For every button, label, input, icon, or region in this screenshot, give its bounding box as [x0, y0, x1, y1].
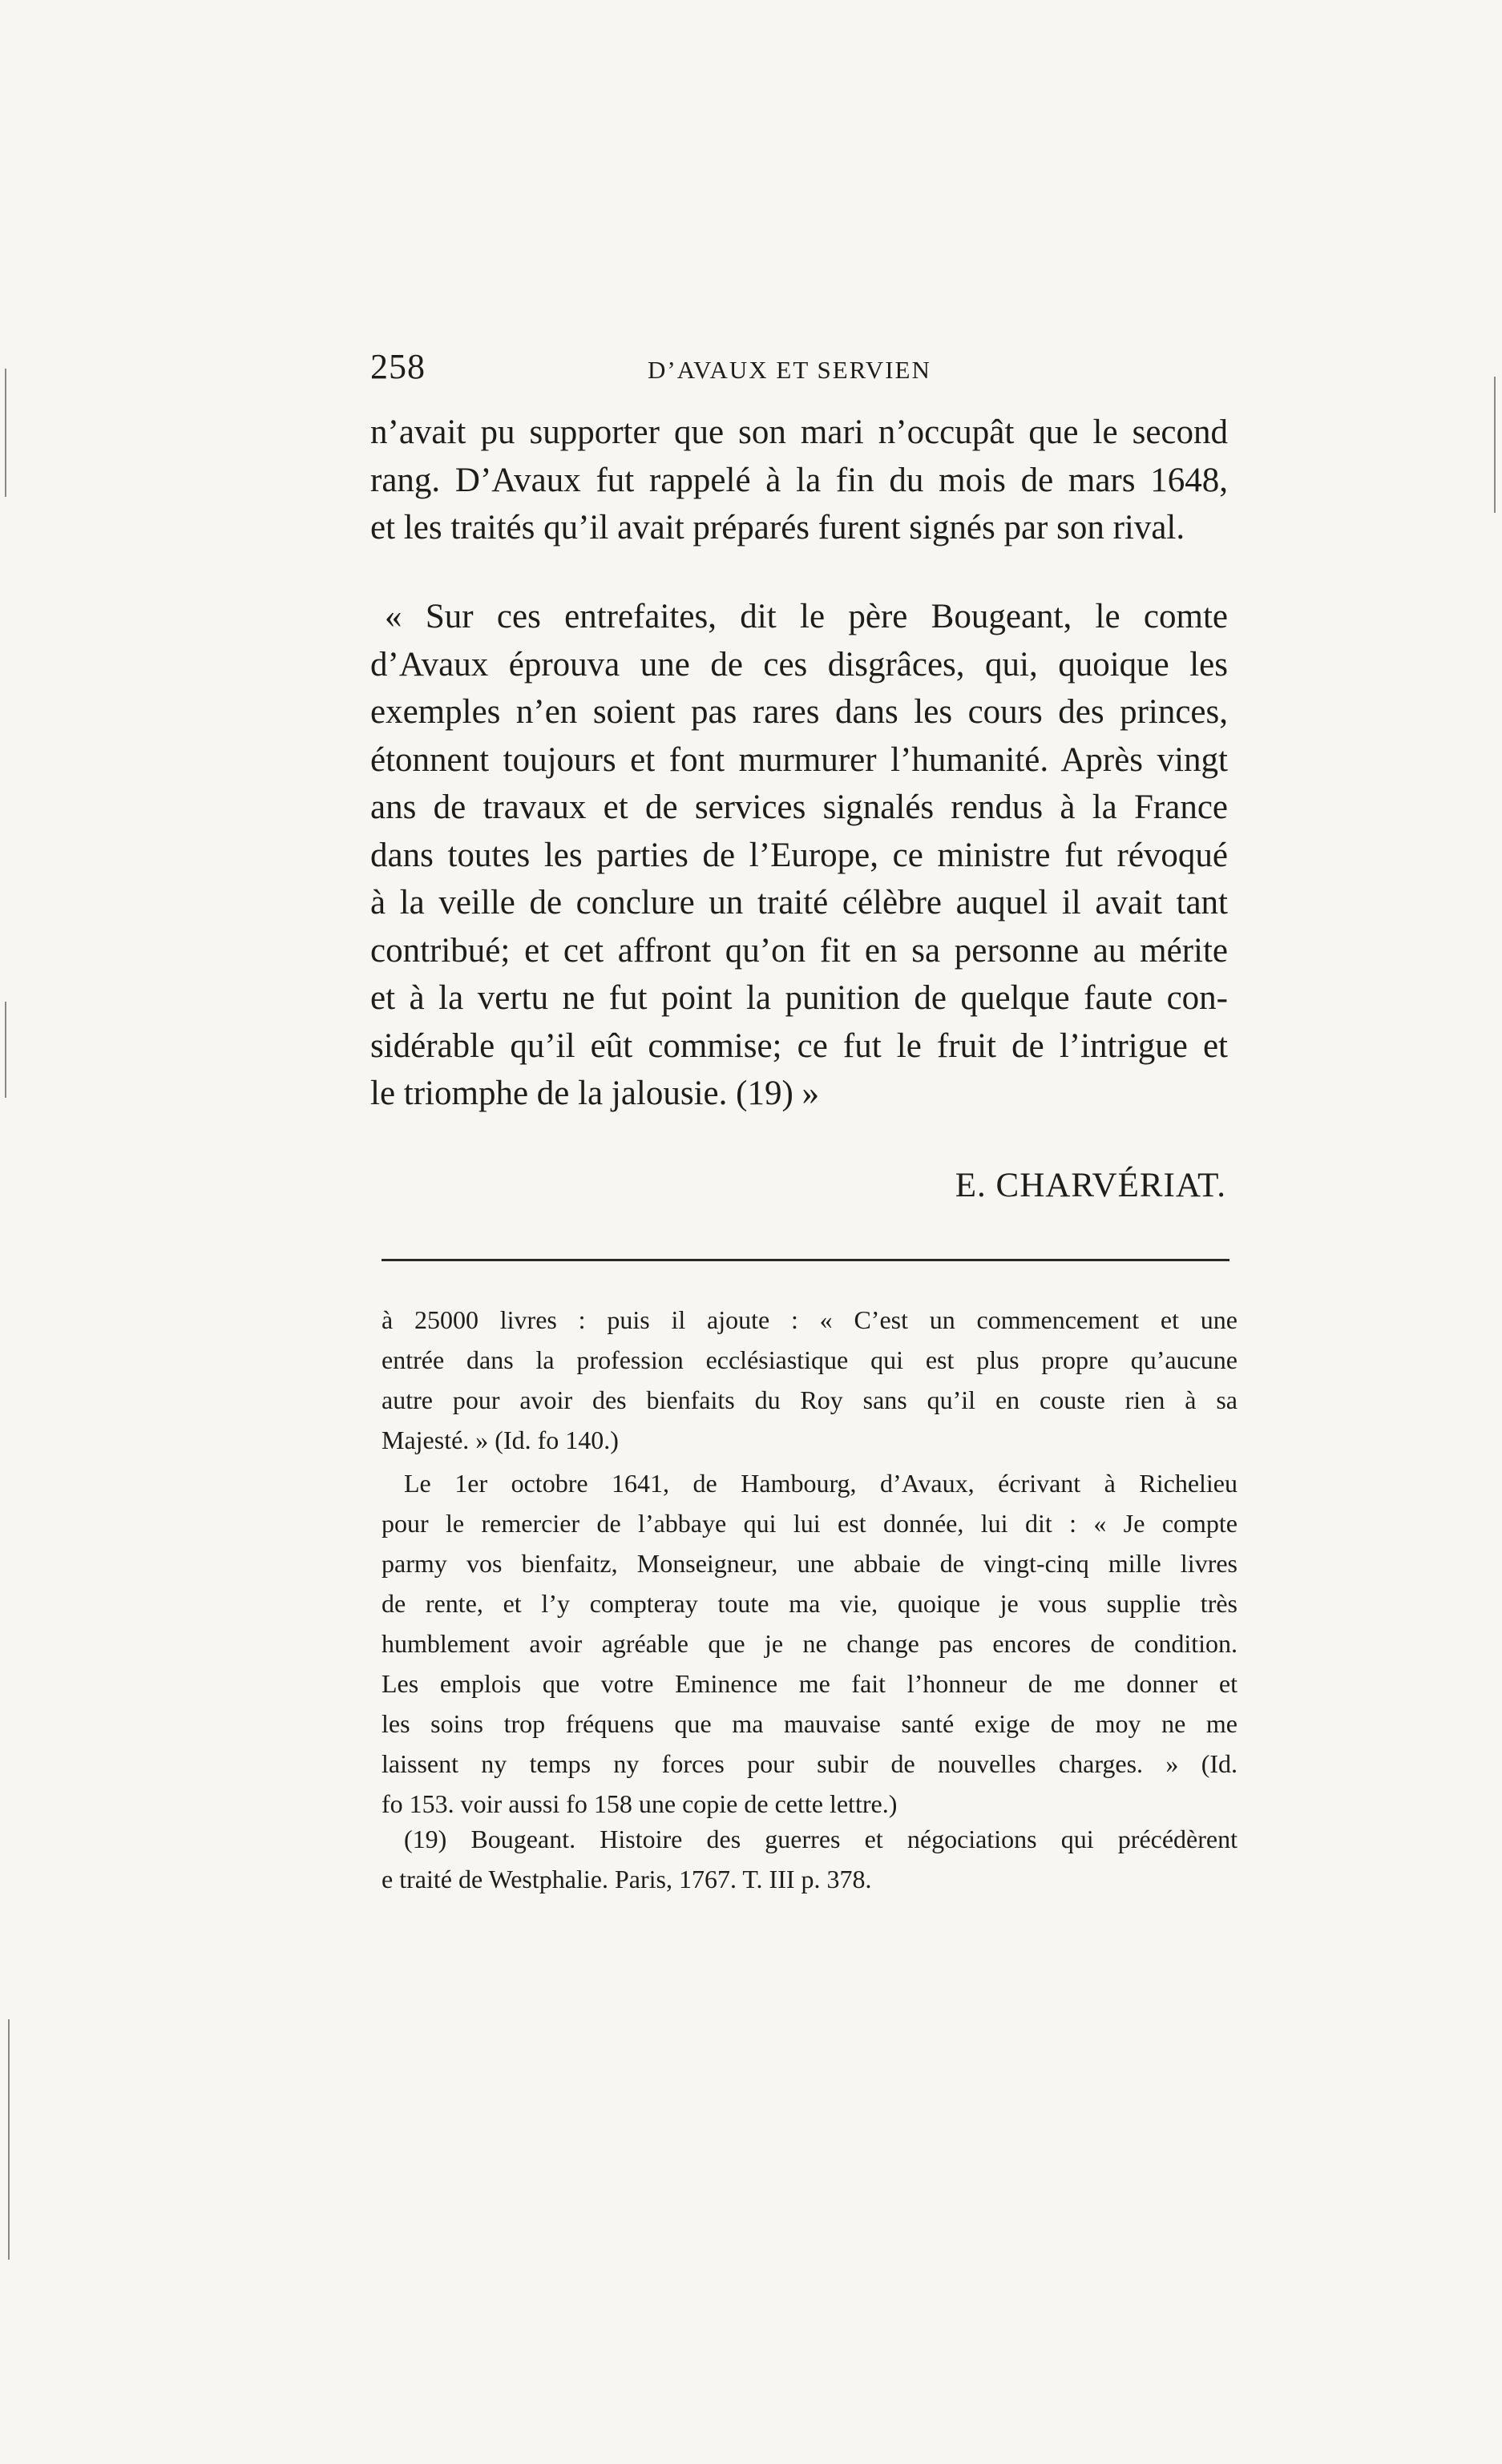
footnote-line: e traité de Westphalie. Paris, 1767. T. III p. 378. [382, 1865, 872, 1893]
footnote-line: autre pour avoir des bienfaits du Roy sans qu’il en couste rien à sa [382, 1385, 1238, 1414]
footnote-line: pour le remercier de l’abbaye qui lui est donnée, lui dit : « Je compte [382, 1509, 1238, 1538]
text-line: le triomphe de la jalousie. (19) » [370, 1075, 820, 1112]
text-line: ans de travaux et de services signalés rendus à la France [370, 788, 1228, 826]
page-number: 258 [370, 347, 426, 386]
footnote-19 [382, 1819, 1238, 1899]
text-line: et à la vertu ne fut point la punition de quelque faute con- [370, 979, 1228, 1017]
footnote-line: Le 1er octobre 1641, de Hambourg, d’Avaux, écrivant à Richelieu [404, 1469, 1238, 1498]
scan-margin-mark [1494, 377, 1496, 513]
text-line: exemples n’en soient pas rares dans les cours des princes, [370, 693, 1228, 731]
scan-margin-mark [5, 369, 6, 497]
text-line: dans toutes les parties de l’Europe, ce ministre fut révoqué [370, 836, 1228, 874]
text-line: à la veille de conclure un traité célèbre auquel il avait tant [370, 884, 1228, 921]
text-line: étonnent toujours et font murmurer l’humanité. Après vingt [370, 740, 1228, 779]
footnote-continuation [382, 1300, 1238, 1460]
text-line: d’Avaux éprouva une de ces disgrâces, qui, quoique les [370, 645, 1228, 684]
footnote-line: à 25000 livres : puis il ajoute : « C’est un commencement et une [382, 1305, 1238, 1334]
scan-margin-mark [5, 1002, 6, 1098]
footnote-line: de rente, et l’y compteray toute ma vie, quoique je vous supplie très [382, 1589, 1238, 1618]
text-line: n’avait pu supporter que son mari n’occupât que le second [370, 413, 1228, 451]
scan-margin-mark [8, 2019, 10, 2260]
body-paragraph-1 [370, 409, 1228, 552]
text-line: « Sur ces entrefaites, dit le père Bougeant, le comte [385, 598, 1228, 635]
text-line: et les traités qu’il avait préparés furent signés par son rival. [370, 509, 1185, 546]
running-title: D’AVAUX ET SERVIEN [648, 356, 931, 384]
footnote-line: Les emplois que votre Eminence me fait l’honneur de me donner et [382, 1669, 1238, 1698]
footnote-line: (19) Bougeant. Histoire des guerres et négociations qui précédèrent [404, 1825, 1238, 1853]
footnote-line: humblement avoir agréable que je ne change pas encores de condition. [382, 1629, 1238, 1658]
footnote-richelieu-letter [382, 1463, 1238, 1824]
author-signature: E. CHARVÉRIAT. [955, 1167, 1226, 1204]
text-line: sidérable qu’il eût commise; ce fut le fruit de l’intrigue et [370, 1026, 1228, 1065]
footnote-rule [382, 1259, 1229, 1261]
body-paragraph-2 [370, 593, 1228, 1118]
footnote-line: fo 153. voir aussi fo 158 une copie de cette lettre.) [382, 1789, 898, 1818]
text-line: rang. D’Avaux fut rappelé à la fin du mois de mars 1648, [370, 461, 1228, 499]
footnote-line: laissent ny temps ny forces pour subir de nouvelles charges. » (Id. [382, 1749, 1238, 1778]
footnote-line: entrée dans la profession ecclésiastique qui est plus propre qu’aucune [382, 1345, 1238, 1374]
footnote-line: parmy vos bienfaitz, Monseigneur, une abbaie de vingt-cinq mille livres [382, 1549, 1238, 1578]
text-line: contribué; et cet affront qu’on fit en sa personne au mérite [370, 931, 1228, 970]
footnote-line: les soins trop fréquens que ma mauvaise santé exige de moy ne me [382, 1709, 1238, 1738]
footnote-line: Majesté. » (Id. fo 140.) [382, 1426, 619, 1454]
